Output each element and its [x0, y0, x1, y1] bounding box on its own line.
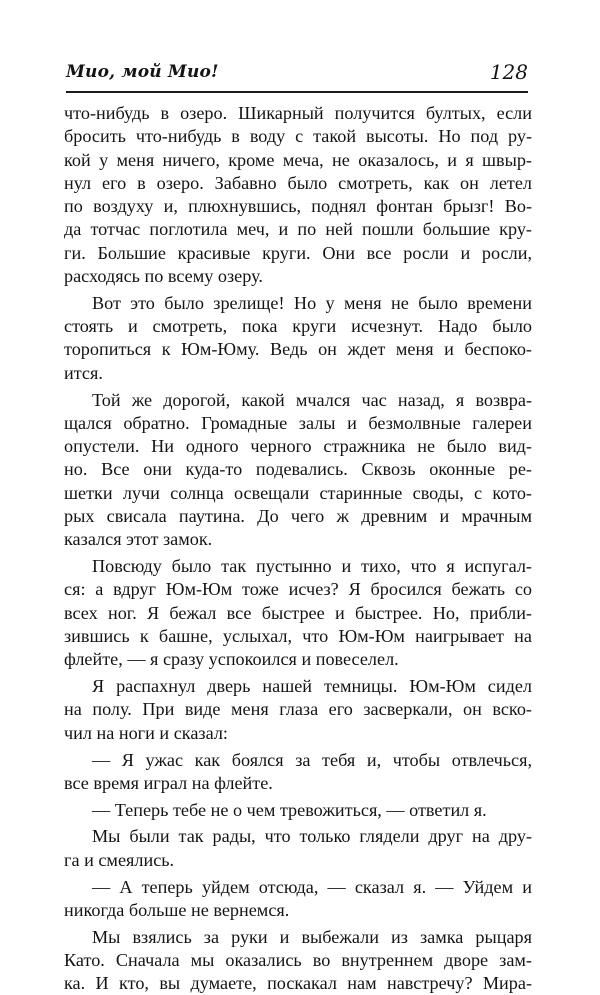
text-line: Мы были так рады, что только глядели друг на дру-: [92, 826, 532, 847]
text-line: ся: а вдруг Юм-Юм тоже исчез? Я бросился бежать со: [64, 579, 532, 600]
running-head: [66, 60, 528, 88]
page-number: 128: [489, 60, 528, 84]
text-line: торопиться к Юм-Юму. Ведь он ждет меня и беспоко-: [64, 339, 532, 360]
text-line: ится.: [64, 362, 103, 383]
text-line: что-нибудь в озеро. Шикарный получится бултых, если: [64, 103, 532, 123]
text-line: по воздуху и, плюхнувшись, поднял фонтан брызг! Во-: [64, 196, 532, 217]
text-line: но. Все они куда-то подевались. Сквозь оконные ре-: [64, 459, 532, 480]
text-line: флейте, — я сразу успокоился и повеселел.: [64, 649, 399, 670]
text-line: бросить что-нибудь в воду с такой высоты. Но под ру-: [64, 126, 532, 147]
text-line: чил на ноги и сказал:: [64, 722, 228, 743]
text-line: га и смеялись.: [64, 849, 175, 870]
text-line: ка. И кто, вы думаете, поскакал нам навстречу? Мира-: [64, 973, 532, 994]
book-title: Мио, мой Мио!: [66, 62, 219, 82]
text-line: щался обратно. Громадные залы и безмолвные галереи: [64, 412, 532, 433]
text-line: Като. Сначала мы оказались во внутреннем дворе зам-: [64, 949, 532, 970]
text-line: Вот это было зрелище! Но у меня не было времени: [92, 292, 532, 313]
text-line: все время играл на флейте.: [64, 772, 273, 793]
text-line: ги. Большие красивые круги. Они все росли и росли,: [64, 242, 532, 263]
text-line: шетки лучи солнца освещали старинные своды, с кото-: [64, 482, 532, 503]
text-line: опустели. Ни одного черного стражника не было вид-: [64, 436, 532, 457]
text-line: рых свисала паутина. До чего ж древним и мрачным: [64, 506, 532, 527]
text-line: — Я ужас как боялся за тебя и, чтобы отвлечься,: [92, 749, 532, 770]
text-line: Повсюду было так пустынно и тихо, что я испугал-: [92, 556, 532, 577]
text-line: Той же дорогой, какой мчался час назад, я возвра-: [92, 389, 532, 410]
text-line: — А теперь уйдем отсюда, — сказал я. — Уйдем и: [92, 876, 532, 897]
text-line: казался этот замок.: [64, 529, 213, 550]
text-line: расходясь по всему озеру.: [64, 266, 263, 287]
text-line: стоять и смотреть, пока круги исчезнут. Надо было: [64, 316, 532, 337]
text-line: никогда больше не вернемся.: [64, 899, 290, 920]
text-line: Мы взялись за руки и выбежали из замка рыцаря: [92, 926, 532, 947]
text-line: нул его в озеро. Забавно было смотреть, как он летел: [64, 172, 532, 193]
text-line: всех ног. Я бежал все быстрее и быстрее. Но, прибли-: [64, 602, 532, 623]
header-rule: [66, 91, 528, 93]
text-line: да тотчас поглотила меч, и по ней пошли большие кру-: [64, 219, 532, 240]
text-line: кой у меня ничего, кроме меча, не оказалось, и я швыр-: [64, 149, 532, 170]
text-line: Я распахнул дверь нашей темницы. Юм-Юм сидел: [92, 676, 532, 697]
text-line: зившись к башне, услыхал, что Юм-Юм наигрывает на: [64, 626, 532, 647]
text-line: — Теперь тебе не о чем тревожиться, — ответил я.: [92, 799, 487, 820]
body-text: [64, 102, 532, 995]
text-line: на полу. При виде меня глаза его засверкали, он вско-: [64, 699, 532, 720]
